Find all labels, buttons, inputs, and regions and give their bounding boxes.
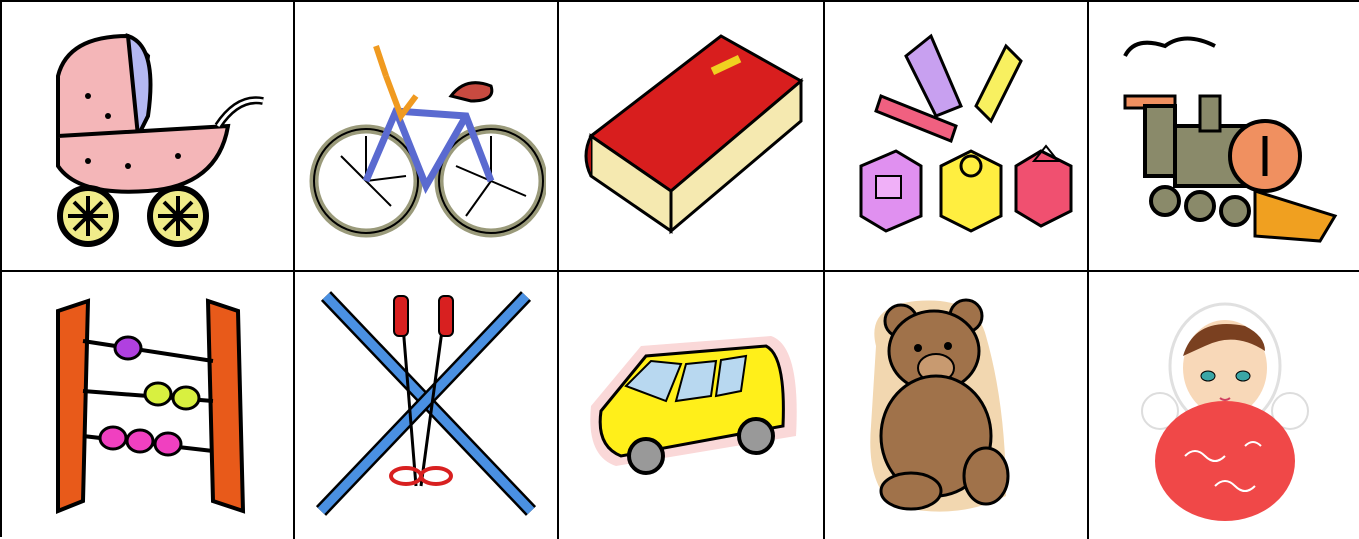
abacus-icon — [28, 286, 268, 526]
cell-blocks — [825, 2, 1089, 272]
red-book-icon — [571, 16, 811, 256]
cell-roly-poly-doll — [1089, 272, 1359, 539]
cell-baby-carriage — [2, 2, 295, 272]
cell-skis — [295, 272, 559, 539]
bicycle-icon — [306, 16, 546, 256]
cell-abacus — [2, 272, 295, 539]
cell-van — [559, 272, 825, 539]
yellow-van-icon — [571, 286, 811, 526]
toy-train-icon — [1105, 16, 1345, 256]
baby-carriage-icon — [28, 16, 268, 256]
roly-poly-doll-icon — [1105, 286, 1345, 526]
teddy-bear-icon — [836, 286, 1076, 526]
skis-and-poles-icon — [306, 286, 546, 526]
cell-book — [559, 2, 825, 272]
cell-bicycle — [295, 2, 559, 272]
cell-teddy-bear — [825, 272, 1089, 539]
toy-blocks-icon — [836, 16, 1076, 256]
cell-train — [1089, 2, 1359, 272]
